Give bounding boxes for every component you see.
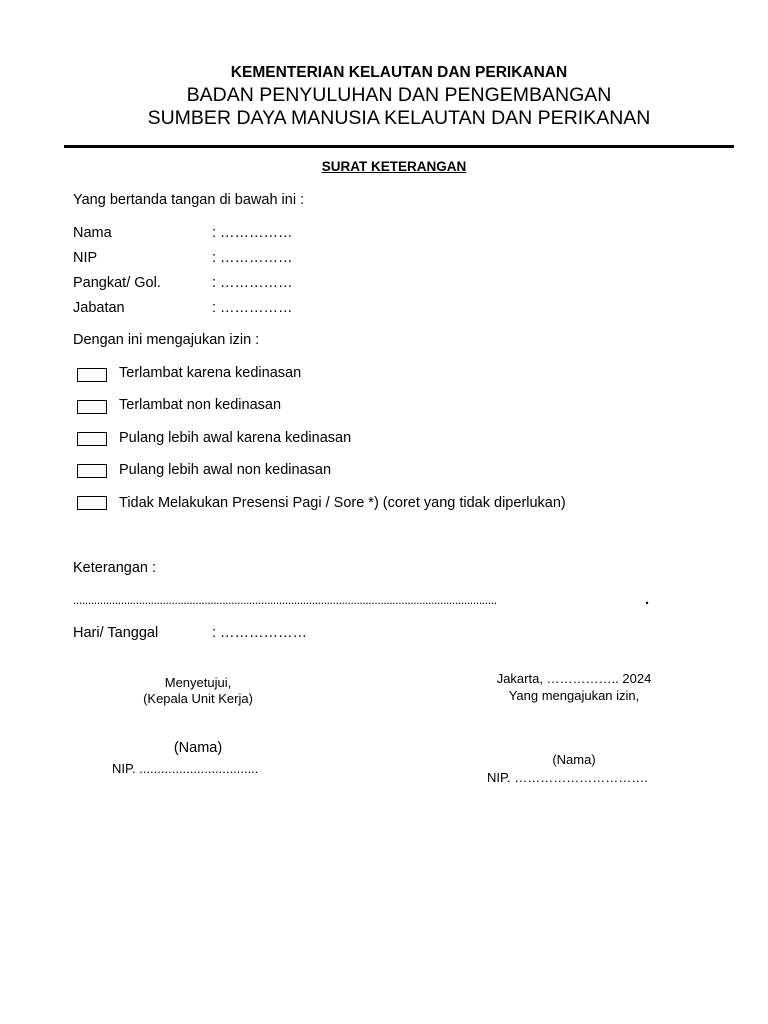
option-label-late-official: Terlambat karena kedinasan xyxy=(119,365,302,381)
option-label-early-nonofficial: Pulang lebih awal non kedinasan xyxy=(119,462,332,478)
place-date[interactable]: Jakarta, …………….. 2024 xyxy=(496,671,652,686)
field-value-nama[interactable]: : …………… xyxy=(212,225,293,241)
option-checkbox-early-official[interactable] xyxy=(77,432,107,446)
intro-text: Yang bertanda tangan di bawah ini : xyxy=(73,192,305,208)
permission-intro: Dengan ini mengajukan izin : xyxy=(73,332,260,348)
agency-name-line-2: SUMBER DAYA MANUSIA KELAUTAN DAN PERIKANAN xyxy=(147,107,651,129)
option-label-no-attendance: Tidak Melakukan Presensi Pagi / Sore *) (coret yang tidak diperlukan) xyxy=(119,495,566,511)
field-value-pangkat[interactable]: : …………… xyxy=(212,275,293,291)
approver-role: (Kepala Unit Kerja) xyxy=(143,691,253,706)
letterhead-divider xyxy=(64,145,734,148)
option-checkbox-early-nonofficial[interactable] xyxy=(77,464,107,478)
field-value-nip[interactable]: : …………… xyxy=(212,250,293,266)
option-checkbox-late-official[interactable] xyxy=(77,368,107,382)
option-label-early-official: Pulang lebih awal karena kedinasan xyxy=(119,430,352,446)
applicant-role: Yang mengajukan izin, xyxy=(508,688,640,703)
document-title: SURAT KETERANGAN xyxy=(321,159,467,174)
option-label-late-nonofficial: Terlambat non kedinasan xyxy=(119,397,282,413)
remarks-line-end: . xyxy=(645,591,650,608)
field-label-nip: NIP xyxy=(73,250,98,266)
field-label-jabatan: Jabatan xyxy=(73,300,125,316)
field-label-pangkat: Pangkat/ Gol. xyxy=(73,275,161,291)
remarks-label: Keterangan : xyxy=(73,560,157,576)
ministry-name: KEMENTERIAN KELAUTAN DAN PERIKANAN xyxy=(230,64,568,81)
approval-label: Menyetujui, xyxy=(164,675,232,690)
approver-nip[interactable]: NIP. ................................. xyxy=(112,761,259,776)
applicant-nip[interactable]: NIP. …………………………. xyxy=(487,770,648,785)
remarks-line[interactable]: .............................................................................................................................................. xyxy=(73,593,497,607)
field-value-jabatan[interactable]: : …………… xyxy=(212,300,293,316)
option-checkbox-late-nonofficial[interactable] xyxy=(77,400,107,414)
applicant-name[interactable]: (Nama) xyxy=(552,752,596,767)
approver-name[interactable]: (Nama) xyxy=(173,740,223,756)
date-label: Hari/ Tanggal xyxy=(73,625,159,641)
agency-name-line-1: BADAN PENYULUHAN DAN PENGEMBANGAN xyxy=(186,84,612,106)
date-value[interactable]: : ……………… xyxy=(212,625,308,641)
option-checkbox-no-attendance[interactable] xyxy=(77,496,107,510)
field-label-nama: Nama xyxy=(73,225,112,241)
